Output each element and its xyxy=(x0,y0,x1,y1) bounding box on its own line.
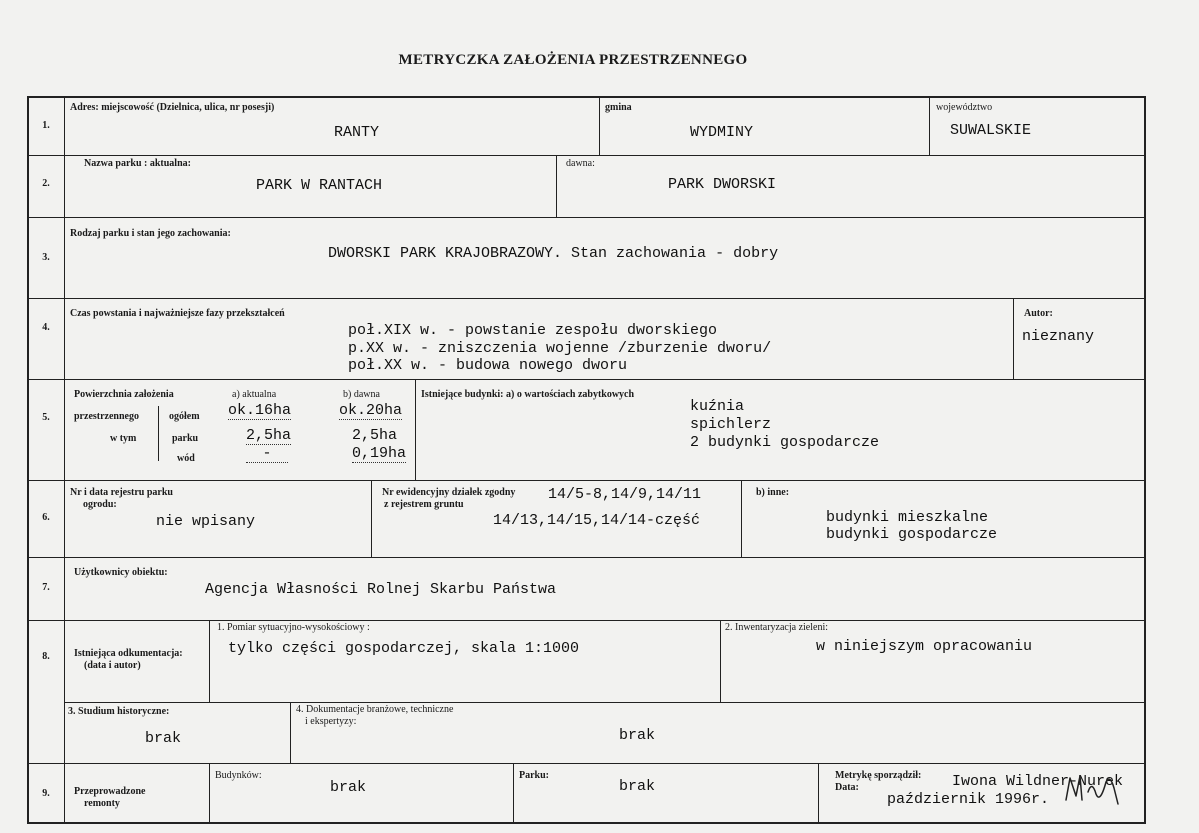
inventory-value: w niniejszym opracowaniu xyxy=(816,638,1033,655)
register-label: Nr i data rejestru parku xyxy=(70,487,173,498)
cell-divider xyxy=(720,620,721,702)
branch-docs-label: i ekspertyzy: xyxy=(305,716,357,727)
history-phase-line: poł.XIX w. - powstanie zespołu dworskiego xyxy=(348,322,718,339)
users-label: Użytkownicy obiektu: xyxy=(74,567,168,578)
park-repairs-label: Parku: xyxy=(519,770,549,781)
date-value: październik 1996r. xyxy=(887,791,1050,808)
date-label: Data: xyxy=(835,782,859,793)
park-repairs-value: brak xyxy=(619,778,656,795)
row-number: 1. xyxy=(42,120,50,131)
row-divider xyxy=(27,298,1146,299)
other-building-item: budynki mieszkalne xyxy=(826,509,989,526)
cell-divider xyxy=(818,763,819,824)
total-label: ogółem xyxy=(169,411,200,422)
users-value: Agencja Własności Rolnej Skarbu Państwa xyxy=(205,581,557,598)
water-area-label: wód xyxy=(177,453,195,464)
buildings-repairs-value: brak xyxy=(330,779,367,796)
cell-divider xyxy=(929,96,930,155)
cell-divider xyxy=(371,480,372,557)
parcels-value: 14/13,14/15,14/14-część xyxy=(493,512,701,529)
inventory-label: 2. Inwentaryzacja zieleni: xyxy=(725,622,828,633)
buildings-repairs-label: Budynków: xyxy=(215,770,262,781)
park-area-label: parku xyxy=(172,433,199,444)
history-phase-line: p.XX w. - zniszczenia wojenne /zburzenie dworu/ xyxy=(348,340,772,357)
author-label: Autor: xyxy=(1024,308,1053,319)
historic-building-item: spichlerz xyxy=(690,416,772,433)
parcels-label: Nr ewidencyjny działek zgodny xyxy=(382,487,516,498)
former-water-value: 0,19ha xyxy=(352,445,407,462)
branch-docs-value: brak xyxy=(619,727,656,744)
row-number: 9. xyxy=(42,788,50,799)
area-label: Powierzchnia założenia xyxy=(74,389,174,400)
row-number: 6. xyxy=(42,512,50,523)
park-name-former-value: PARK DWORSKI xyxy=(668,176,777,193)
row-number: 3. xyxy=(42,252,50,263)
historic-building-item: 2 budynki gospodarcze xyxy=(690,434,880,451)
park-name-current-value: PARK W RANTACH xyxy=(256,177,383,194)
cell-divider xyxy=(415,379,416,480)
cell-divider xyxy=(556,155,557,217)
current-park-value: 2,5ha xyxy=(246,427,292,444)
row-divider xyxy=(27,480,1146,481)
address-label: Adres: miejscowość (Dzielnica, ulica, nr posesji) xyxy=(70,102,275,113)
cell-divider xyxy=(209,763,210,824)
row-divider xyxy=(64,702,1146,703)
document-title: METRYCZKA ZAŁOŻENIA PRZESTRZENNEGO xyxy=(398,52,748,68)
current-water-value: - xyxy=(246,445,288,463)
cell-divider xyxy=(209,620,210,702)
voivodeship-label: województwo xyxy=(936,102,993,113)
row-divider xyxy=(27,217,1146,218)
repairs-label: remonty xyxy=(84,798,120,809)
register-value: nie wpisany xyxy=(156,513,256,530)
row-divider xyxy=(27,620,1146,621)
row-divider xyxy=(27,557,1146,558)
documentation-label: (data i autor) xyxy=(84,660,141,671)
address-value: RANTY xyxy=(334,124,380,141)
history-study-value: brak xyxy=(145,730,182,747)
former-park-value: 2,5ha xyxy=(352,427,398,444)
cell-divider xyxy=(741,480,742,557)
author-value: nieznany xyxy=(1022,328,1095,345)
row-divider xyxy=(27,379,1146,380)
existing-buildings-label: Istniejące budynki: a) o wartościach zabytkowych xyxy=(421,389,635,400)
voivodeship-value: SUWALSKIE xyxy=(950,122,1032,139)
repairs-label: Przeprowadzone xyxy=(74,786,146,797)
parcels-value: 14/5-8,14/9,14/11 xyxy=(548,486,702,503)
history-study-label: 3. Studium historyczne: xyxy=(68,706,170,717)
park-name-current-label: Nazwa parku : aktualna: xyxy=(84,158,191,169)
gmina-label: gmina xyxy=(605,102,632,113)
former-area-label: b) dawna xyxy=(343,389,380,400)
history-phase-line: poł.XX w. - budowa nowego dworu xyxy=(348,357,628,374)
number-column-divider xyxy=(64,96,65,824)
current-total-value: ok.16ha xyxy=(228,402,292,419)
spatial-label: przestrzennego xyxy=(74,411,139,422)
gmina-value: WYDMINY xyxy=(690,124,754,141)
row-divider xyxy=(27,763,1146,764)
cell-divider xyxy=(599,96,600,155)
handwritten-signature xyxy=(1062,770,1122,810)
register-label: ogrodu: xyxy=(83,499,117,510)
history-phases-label: Czas powstania i najważniejsze fazy przekształceń xyxy=(70,308,285,319)
branch-docs-label: 4. Dokumentacje branżowe, techniczne xyxy=(296,704,454,715)
current-area-label: a) aktualna xyxy=(232,389,277,400)
documentation-label: Istniejąca odkumentacja: xyxy=(74,648,183,659)
park-type-label: Rodzaj parku i stan jego zachowania: xyxy=(70,228,231,239)
including-label: w tym xyxy=(110,433,137,444)
row-number: 2. xyxy=(42,178,50,189)
cell-divider xyxy=(513,763,514,824)
historic-building-item: kuźnia xyxy=(690,398,745,415)
prepared-by-label: Metrykę sporządził: xyxy=(835,770,922,781)
row-number: 8. xyxy=(42,651,50,662)
cell-divider xyxy=(1013,298,1014,379)
row-divider xyxy=(27,155,1146,156)
row-number: 5. xyxy=(42,412,50,423)
row-number: 7. xyxy=(42,582,50,593)
prepared-by-value: Iwona Wildner-Nurek xyxy=(952,773,1124,790)
survey-label: 1. Pomiar sytuacyjno-wysokościowy : xyxy=(217,622,370,633)
cell-divider xyxy=(290,702,291,763)
park-type-value: DWORSKI PARK KRAJOBRAZOWY. Stan zachowania - dobry xyxy=(328,245,779,262)
row-number: 4. xyxy=(42,322,50,333)
other-building-item: budynki gospodarcze xyxy=(826,526,998,543)
other-buildings-label: b) inne: xyxy=(756,487,790,498)
cell-divider xyxy=(158,406,159,461)
former-total-value: ok.20ha xyxy=(339,402,403,419)
survey-value: tylko części gospodarczej, skala 1:1000 xyxy=(228,640,580,657)
parcels-label: z rejestrem gruntu xyxy=(384,499,464,510)
park-name-former-label: dawna: xyxy=(566,158,595,169)
